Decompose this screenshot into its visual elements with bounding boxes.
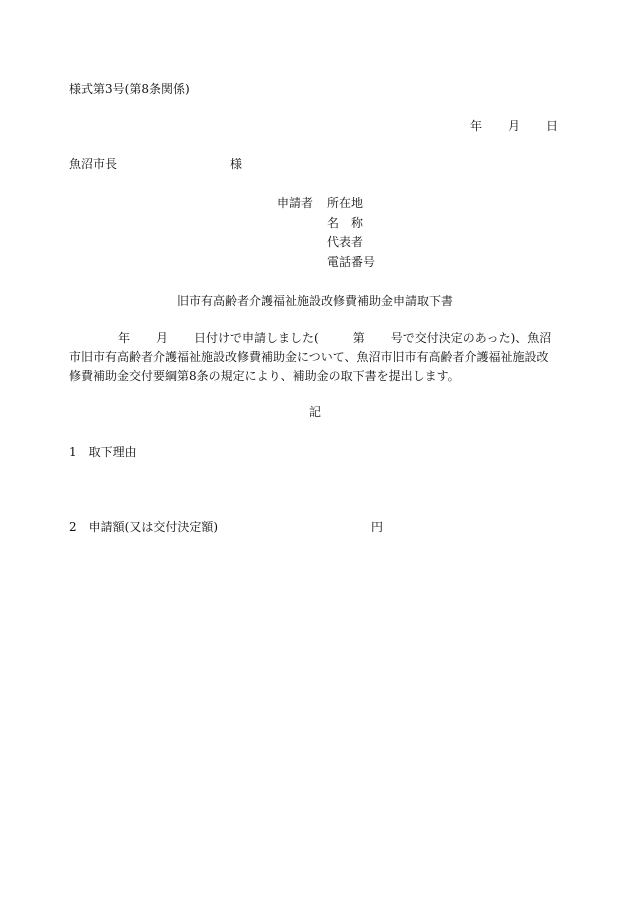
body-paragraph [69,329,560,386]
item-withdrawal-reason [69,446,137,458]
applicant-label: 申請者 [277,196,314,210]
date-month: 月 [508,119,521,133]
applicant-field-address: 所在地 [327,196,364,210]
item-label: 申請額(又は交付決定額) [88,520,219,534]
ki-heading: 記 [308,405,321,419]
addressee-name: 魚沼市長 [69,157,118,171]
addressee [69,158,242,170]
date-year: 年 [470,119,483,133]
item-label: 取下理由 [88,445,137,459]
item-application-amount [69,521,218,533]
item-number: 1 [69,445,77,459]
amount-unit: 円 [371,520,384,534]
applicant-fields [327,197,375,275]
applicant-field-representative: 代表者 [327,235,364,249]
date-line [470,120,558,132]
date-day: 日 [546,119,559,133]
addressee-honorific: 様 [230,157,243,171]
applicant-field-phone: 電話番号 [327,254,376,269]
body-line-3: 修費補助金交付要綱第8条の規定により、補助金の取下書を提出します。 [69,369,460,383]
form-label: 様式第3号(第8条関係) [69,82,190,96]
document-title: 旧市有高齢者介護福祉施設改修費補助金申請取下書 [176,294,453,308]
applicant-field-name: 名 称 [327,215,364,230]
item-number: 2 [69,520,77,534]
body-line-1: 年 月 日付けで申請しました( 第 号で交付決定のあった)、魚沼 [118,331,552,345]
body-line-2: 市旧市有高齢者介護福祉施設改修費補助金について、魚沼市旧市有高齢者介護福祉施設改 [69,350,549,364]
